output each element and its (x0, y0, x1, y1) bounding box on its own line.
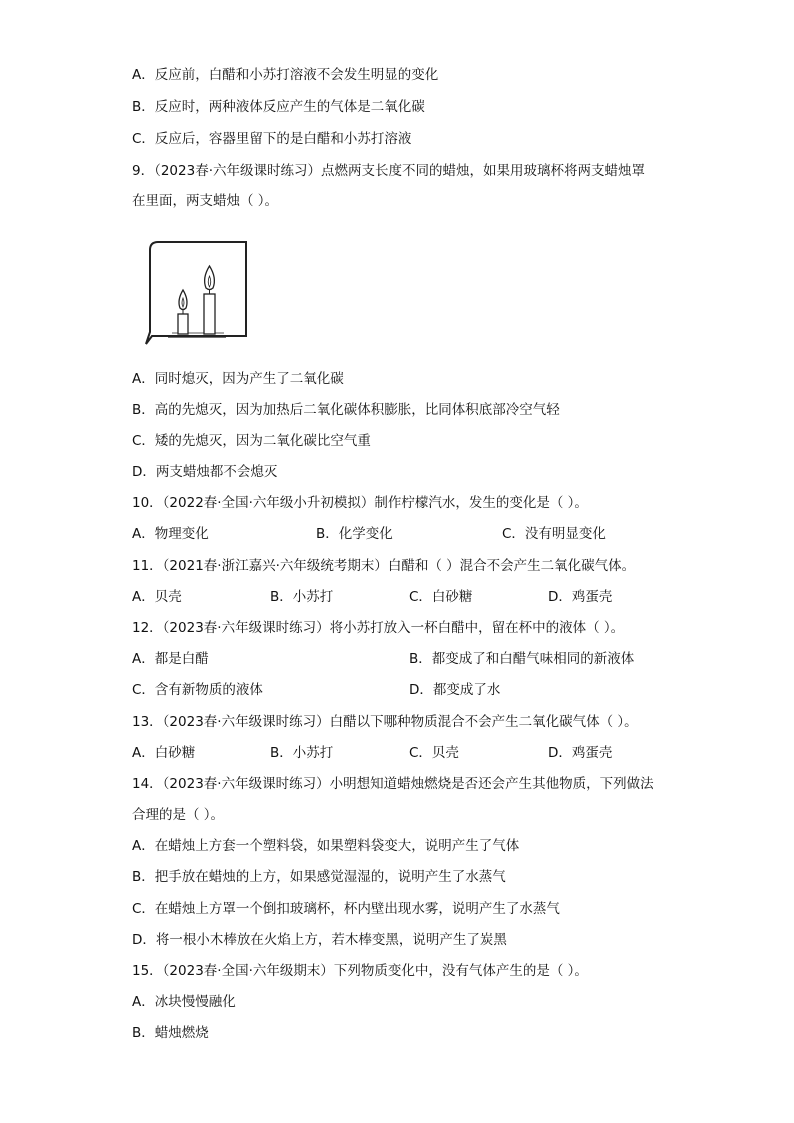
q9-option-d[interactable]: D．两支蜡烛都不会熄灭 (132, 464, 278, 480)
q14-option-d[interactable]: D．将一根小木棒放在火焰上方，若木棒变黑，说明产生了炭黑 (132, 932, 507, 948)
q9-option-b[interactable]: B．高的先熄灭，因为加热后二氧化碳体积膨胀，比同体积底部冷空气轻 (132, 402, 560, 418)
q9-option-a[interactable]: A．同时熄灭，因为产生了二氧化碳 (132, 371, 344, 387)
q8-option-a[interactable]: A．反应前，白醋和小苏打溶液不会发生明显的变化 (132, 67, 439, 83)
q15-option-b[interactable]: B．蜡烛燃烧 (132, 1025, 209, 1041)
q9-stem: 9．（2023春·六年级课时练习）点燃两支长度不同的蜡烛，如果用玻璃杯将两支蜡烛罩 (132, 163, 645, 179)
q14-option-a[interactable]: A．在蜡烛上方套一个塑料袋，如果塑料袋变大，说明产生了气体 (132, 838, 520, 854)
q11-option-b[interactable]: B．小苏打 (270, 589, 334, 605)
q10-option-a[interactable]: A．物理变化 (132, 526, 209, 542)
q10-option-c[interactable]: C．没有明显变化 (502, 526, 606, 542)
q13-stem: 13．（2023春·六年级课时练习）白醋以下哪种物质混合不会产生二氧化碳气体（ ）。 (132, 714, 638, 730)
q11-option-d[interactable]: D．鸡蛋壳 (548, 589, 613, 605)
q12-option-c[interactable]: C．含有新物质的液体 (132, 682, 263, 698)
q15-option-a[interactable]: A．冰块慢慢融化 (132, 994, 236, 1010)
q8-option-c[interactable]: C．反应后，容器里留下的是白醋和小苏打溶液 (132, 131, 412, 147)
q11-option-a[interactable]: A．贝壳 (132, 589, 182, 605)
q9-stem-continued: 在里面，两支蜡烛（ ）。 (132, 193, 279, 209)
q14-stem: 14．（2023春·六年级课时练习）小明想知道蜡烛燃烧是否还会产生其他物质，下列做法 (132, 776, 654, 792)
q10-stem: 10．（2022春·全国·六年级小升初模拟）制作柠檬汽水，发生的变化是（ ）。 (132, 495, 588, 511)
q9-option-c[interactable]: C．矮的先熄灭，因为二氧化碳比空气重 (132, 433, 371, 449)
q14-stem-continued: 合理的是（ ）。 (132, 807, 225, 823)
q11-option-c[interactable]: C．白砂糖 (409, 589, 473, 605)
candles-under-glass-icon (138, 238, 250, 348)
q13-option-d[interactable]: D．鸡蛋壳 (548, 745, 613, 761)
q12-stem: 12．（2023春·六年级课时练习）将小苏打放入一杯白醋中，留在杯中的液体（ ）。 (132, 620, 625, 636)
q8-option-b[interactable]: B．反应时，两种液体反应产生的气体是二氧化碳 (132, 99, 425, 115)
q13-option-a[interactable]: A．白砂糖 (132, 745, 196, 761)
q14-option-b[interactable]: B．把手放在蜡烛的上方，如果感觉湿湿的，说明产生了水蒸气 (132, 869, 506, 885)
q12-option-a[interactable]: A．都是白醋 (132, 651, 209, 667)
q13-option-b[interactable]: B．小苏打 (270, 745, 334, 761)
q12-option-b[interactable]: B．都变成了和白醋气味相同的新液体 (409, 651, 635, 667)
q11-stem: 11．（2021春·浙江嘉兴·六年级统考期末）白醋和（ ）混合不会产生二氧化碳气体。 (132, 558, 636, 574)
q15-stem: 15．（2023春·全国·六年级期末）下列物质变化中，没有气体产生的是（ ）。 (132, 963, 588, 979)
q13-option-c[interactable]: C．贝壳 (409, 745, 459, 761)
q12-option-d[interactable]: D．都变成了水 (409, 682, 501, 698)
q10-option-b[interactable]: B．化学变化 (316, 526, 393, 542)
q14-option-c[interactable]: C．在蜡烛上方罩一个倒扣玻璃杯，杯内壁出现水雾，说明产生了水蒸气 (132, 901, 560, 917)
